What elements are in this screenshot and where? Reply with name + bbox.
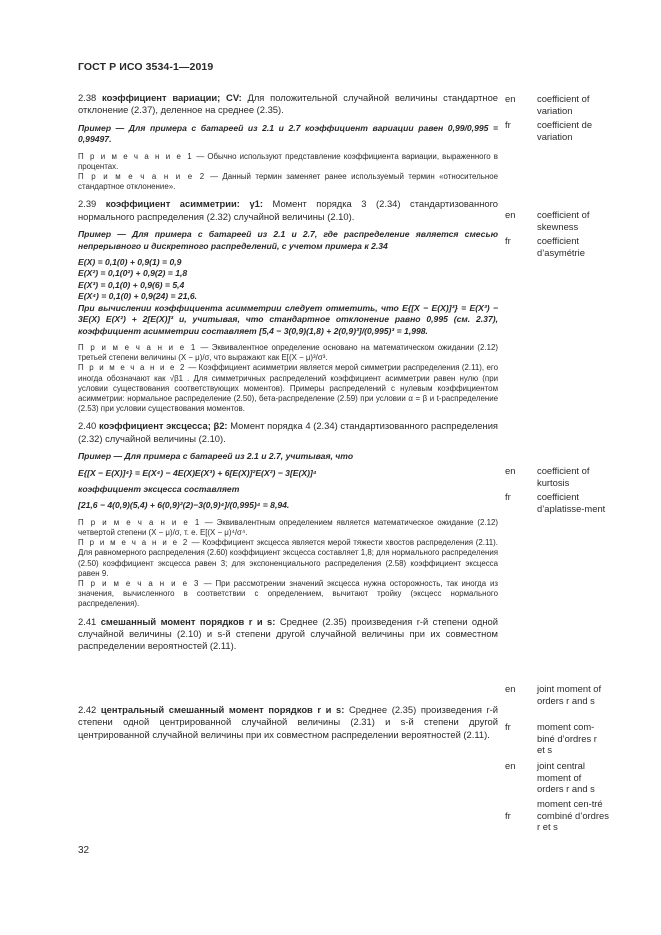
section-2-38-example	[78, 123, 498, 146]
lang-code: fr	[505, 235, 511, 246]
example-text: коэффициент эксцесса составляет	[78, 483, 240, 494]
definition: Среднее (2.35) произведения r-й степени одной случайной величины (2.10) и s-й степени другой случайной величины при их совместном распределении вероятностей (2.11).	[78, 615, 499, 652]
section-2-41-definition	[78, 616, 498, 653]
note: П р и м е ч а н и е 3 — При рассмотрении значений эксцесса нужна осторожность, так иногда из значения, вычисленного в соответствии с определением, вычитают тройку (эксцесс нормального распределения).	[78, 578, 498, 609]
section-number: 2.40	[78, 420, 97, 432]
translation-text: moment com-biné d’ordres r et s	[537, 721, 597, 756]
lang-code: fr	[505, 810, 511, 821]
section-2-40-notes	[78, 518, 498, 610]
page-number: 32	[78, 845, 90, 856]
section-2-38-definition	[78, 92, 498, 117]
section-2-39-notes	[78, 343, 498, 414]
translation-text: coefficient d’asymétrie	[537, 235, 585, 258]
example-formula: E{[X − E(X)]⁴} = E(X⁴) − 4E(X)E(X³) + 6[E(X)]²E(X²) − 3[E(X)]⁴	[78, 467, 317, 478]
example-formula: E(X⁴) = 0,1(0) + 0,9(24) = 21,6.	[78, 291, 198, 302]
lang-code: en	[505, 683, 516, 694]
example-formula: E(X³) = 0,1(0) + 0,9(6) = 5,4	[78, 279, 185, 290]
translation-text: coefficient of skewness	[537, 209, 590, 232]
definition: Среднее (2.35) произведения r-й степени одной центрированной случайной величины (2.31) и s-й степени другой центрированной случайной величины при их совместном распределении вероятностей (2.11).	[78, 704, 499, 740]
term: смешанный момент порядков r и s:	[100, 615, 276, 627]
example-text: При вычислении коэффициента асимметрии следует отметить, что E{[X − E(X)]³} = E(X³) − 3E(X) E(X²) + 2[E(X)]³ и, учитывая, что стандартное отклонение равно 0,995 (см. 2.37), коэффициент асимметрии составляет [5,4 − 3(0,9)(1,8) + 2(0,9)³]/(0,995)³ = 1,998.	[78, 302, 498, 336]
document-header: ГОСТ Р ИСО 3534-1—2019	[78, 61, 214, 73]
note: П р и м е ч а н и е 2 — Коэффициент эксцесса является мерой тяжести хвостов распределения (2.11). Для равномерного распределения (2.60) коэффициент эксцесса составляет 1,8; для нормального распределения (2.50) коэффициент эксцесса равен 3; для экспоненциального распределения (2.58) коэффициент эксцесса равен 9.	[78, 538, 498, 578]
translation-text: coefficient of kurtosis	[537, 465, 590, 488]
example-formula: E(X) = 0,1(0) + 0,9(1) = 0,9	[78, 257, 182, 268]
example-text: Пример — Для примера с батареей из 2.1 и 2.7 коэффициент вариации равен 0,99/0,995 = 0,99497.	[78, 122, 498, 145]
section-2-42-definition	[78, 704, 498, 741]
translation-text: coefficient de variation	[537, 119, 593, 142]
definition: Момент порядка 4 (2.34) стандартизованного распределения (2.32) случайной величины (2.10).	[78, 420, 499, 444]
term: коэффициент эксцесса; β2:	[98, 420, 228, 432]
section-number: 2.39	[78, 198, 97, 210]
main-column	[78, 92, 499, 740]
translation-text: coefficient of variation	[537, 93, 590, 116]
translation-text: coefficient d’aplatisse-ment	[537, 491, 606, 514]
section-2-40-example	[78, 451, 498, 512]
section-2-40-definition	[78, 420, 498, 445]
term: коэффициент асимметрии: γ1:	[105, 198, 263, 210]
example-text: Пример — Для примера с батареей из 2.1 и 2.7, где распределение является смесью непрерывного и дискретного распределений, с учетом примера к 2.34	[78, 229, 498, 251]
lang-code: fr	[505, 491, 511, 502]
lang-code: en	[505, 760, 516, 771]
translation-text: moment cen-tré combiné d’ordres r et s	[537, 798, 609, 833]
definition: Для положительной случайной величины стандартное отклонение (2.37), деленное на среднее (2.35).	[78, 92, 498, 116]
note: П р и м е ч а н и е 1 — Обычно используют представление коэффициента вариации, выраженного в процентах.	[78, 151, 498, 171]
section-2-39-definition	[78, 198, 498, 223]
example-formula: [21,6 − 4(0,9)(5,4) + 6(0,9)²(2)−3(0,9)⁴]/(0,995)⁴ = 8,94.	[78, 500, 290, 511]
section-number: 2.38	[78, 92, 97, 103]
translation-text: joint central moment of orders r and s	[537, 760, 595, 795]
example-formula: E(X²) = 0,1(0²) + 0,9(2) = 1,8	[78, 268, 188, 279]
section-number: 2.42	[78, 704, 97, 715]
note: П р и м е ч а н и е 1 — Эквивалентное определение основано на математическом ожидании (2.12) третьей степени величины (X − μ)/σ, что выражают как E[(X − μ)³/σ³.	[78, 342, 498, 363]
section-2-39-example	[78, 229, 498, 337]
term: центральный смешанный момент порядков r и s:	[100, 704, 345, 715]
lang-code: fr	[505, 721, 511, 732]
note: П р и м е ч а н и е 1 — Эквивалентным определением является математическое ожидание (2.12) четвертой степени (X − μ)/σ, т. е. E[(X − μ)⁴/σ⁴.	[78, 517, 498, 537]
note: П р и м е ч а н и е 2 — Данный термин заменяет ранее используемый термин «относительное стандартное отклонение».	[78, 172, 498, 192]
lang-code: en	[505, 465, 516, 476]
translation-text: joint moment of orders r and s	[537, 683, 602, 706]
lang-code: fr	[505, 119, 511, 130]
lang-code: en	[505, 93, 516, 104]
section-2-38-notes	[78, 152, 498, 193]
definition: Момент порядка 3 (2.34) стандартизованного нормального распределения (2.32) случайной величины (2.10).	[78, 198, 499, 222]
example-text: Пример — Для примера с батареей из 2.1 и 2.7, учитывая, что	[78, 451, 354, 462]
lang-code: en	[505, 209, 516, 220]
note: П р и м е ч а н и е 2 — Коэффициент асимметрии является мерой симметрии распределения (2.11), его иногда обозначают как √β1 . Для симметричных распределений коэффициент асимметрии равен нулю (при условии существования соответствующих моментов). Примеры распределений с нулевым коэффициентом асимметрии: нормальное распределение (2.50), бета-распределение (2.59) при условии α = β и t-распределение (2.53) при условии существования моментов.	[78, 363, 498, 414]
term: коэффициент вариации; CV:	[102, 92, 242, 103]
section-number: 2.41	[78, 615, 97, 627]
